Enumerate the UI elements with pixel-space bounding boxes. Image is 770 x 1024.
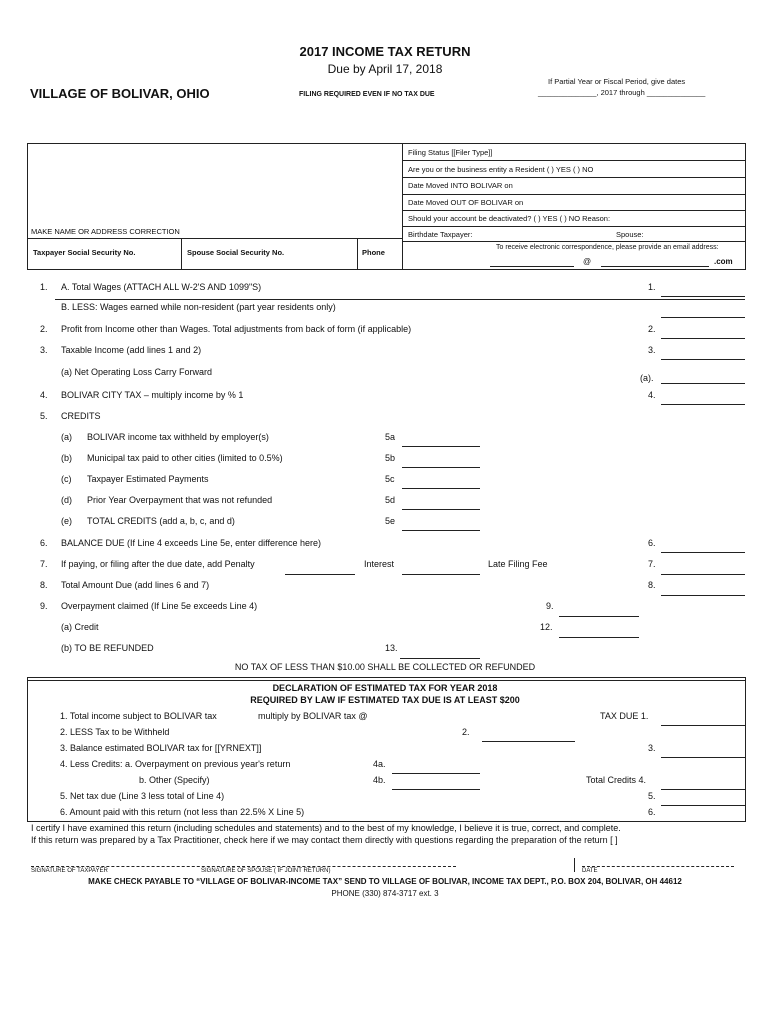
decl-line-4b-input[interactable] — [392, 789, 480, 790]
decl-line-3-input[interactable] — [661, 757, 745, 758]
decl-line-1-label: 1. Total income subject to BOLIVAR tax — [60, 711, 217, 721]
credit-d-label: Prior Year Overpayment that was not refunded — [87, 495, 273, 505]
decl-multiply-label: multiply by BOLIVAR tax @ — [258, 711, 368, 721]
decl-line-5-ref: 5. — [648, 791, 656, 801]
line-1b-label: B. LESS: Wages earned while non-resident (part year residents only) — [61, 302, 336, 312]
date-moved-in-field[interactable]: Date Moved INTO BOLIVAR on — [408, 181, 513, 190]
decl-line-4b-label: b. Other (Specify) — [139, 775, 210, 785]
date-label: DATE — [582, 868, 598, 874]
line-1a-label: A. Total Wages (ATTACH ALL W-2'S AND 1099"S) — [61, 282, 262, 292]
credit-c-letter: (c) — [61, 474, 72, 484]
email-com: .com — [714, 257, 733, 266]
credit-b-ref: 5b — [385, 453, 396, 463]
birthdate-taxpayer-field[interactable]: Birthdate Taxpayer: — [408, 230, 473, 239]
credit-a-label: BOLIVAR income tax withheld by employer(s) — [87, 432, 269, 442]
line-5-number: 5. — [40, 411, 48, 421]
contact-phone: PHONE (330) 874-3717 ext. 3 — [331, 889, 439, 898]
line-4-ref: 4. — [648, 390, 656, 400]
email-at-sign: @ — [583, 257, 592, 266]
decl-line-3-ref: 3. — [648, 743, 656, 753]
line-3a-input[interactable] — [661, 383, 745, 384]
line-2-label: Profit from Income other than Wages. Total adjustments from back of form (if applicable) — [61, 324, 412, 334]
interest-label: Interest — [364, 559, 395, 569]
date-moved-out-field[interactable]: Date Moved OUT OF BOLIVAR on — [408, 198, 524, 207]
deactivate-question[interactable]: Should your account be deactivated? ( ) YES ( ) NO Reason: — [408, 214, 611, 223]
email-user-field[interactable] — [490, 266, 574, 267]
line-6-input[interactable] — [661, 552, 745, 553]
credit-b-input[interactable] — [402, 467, 480, 468]
line-1-input[interactable] — [661, 296, 745, 297]
birthdate-spouse-field[interactable]: Spouse: — [616, 230, 644, 239]
line-1-number: 1. — [40, 282, 48, 292]
line-7-number: 7. — [40, 559, 48, 569]
declaration-title-2: REQUIRED BY LAW IF ESTIMATED TAX DUE IS AT LEAST $200 — [250, 695, 520, 705]
line-3a-ref: (a). — [640, 373, 654, 383]
partial-year-note: If Partial Year or Fiscal Period, give dates — [548, 77, 686, 86]
form-title: 2017 INCOME TAX RETURN — [299, 44, 471, 59]
line-7-label: If paying, or filing after the due date, add Penalty — [61, 559, 255, 569]
spouse-ssn-label: Spouse Social Security No. — [187, 248, 285, 257]
line-5-label: CREDITS — [61, 411, 101, 421]
partial-year-dates[interactable]: ______________, 2017 through ______________ — [538, 88, 706, 97]
credit-d-input[interactable] — [402, 509, 480, 510]
line-3a-label: (a) Net Operating Loss Carry Forward — [61, 367, 213, 377]
decl-line-5-input[interactable] — [661, 805, 745, 806]
line-7-ref: 7. — [648, 559, 656, 569]
line-13-input[interactable] — [400, 658, 480, 659]
line-8-number: 8. — [40, 580, 48, 590]
line-6-label: BALANCE DUE (If Line 4 exceeds Line 5e, enter difference here) — [61, 538, 321, 548]
village-name: VILLAGE OF BOLIVAR, OHIO — [30, 86, 210, 101]
decl-line-1-input[interactable] — [661, 725, 745, 726]
credit-e-input[interactable] — [402, 530, 480, 531]
credit-c-input[interactable] — [402, 488, 480, 489]
line-4-input[interactable] — [661, 404, 745, 405]
taxpayer-signature-label: SIGNATURE OF TAXPAYER — [31, 868, 108, 874]
email-note: To receive electronic correspondence, please provide an email address: — [496, 244, 719, 251]
line-6-ref: 6. — [648, 538, 656, 548]
decl-line-4a-ref: 4a. — [373, 759, 386, 769]
credit-a-input[interactable] — [402, 446, 480, 447]
filing-status-field[interactable]: Filing Status [[Filer Type]] — [408, 148, 493, 157]
decl-tax-due-ref: TAX DUE 1. — [600, 711, 649, 721]
line-6-number: 6. — [40, 538, 48, 548]
no-tax-note: NO TAX OF LESS THAN $10.00 SHALL BE COLLECTED OR REFUNDED — [234, 662, 536, 672]
practitioner-consent-text[interactable]: If this return was prepared by a Tax Practitioner, check here if we may contact them directly with questions regarding the preparation of the return [ ] — [31, 835, 618, 845]
penalty-input[interactable] — [285, 574, 355, 575]
credit-a-ref: 5a — [385, 432, 396, 442]
credit-e-ref: 5e — [385, 516, 396, 526]
decl-line-2-label: 2. LESS Tax to be Withheld — [60, 727, 170, 737]
line-3-input[interactable] — [661, 359, 745, 360]
late-fee-label: Late Filing Fee — [488, 559, 548, 569]
line-9-ref: 9. — [546, 601, 554, 611]
line-7-input[interactable] — [661, 574, 745, 575]
credit-e-label: TOTAL CREDITS (add a, b, c, and d) — [87, 516, 235, 526]
line-13-ref: 13. — [385, 643, 398, 653]
credit-d-letter: (d) — [61, 495, 72, 505]
date-line[interactable] — [582, 866, 734, 867]
line-4-label: BOLIVAR CITY TAX – multiply income by % 1 — [61, 390, 244, 400]
line-1b-input[interactable] — [661, 317, 745, 318]
filing-required-note: FILING REQUIRED EVEN IF NO TAX DUE — [299, 91, 435, 98]
line-12-input[interactable] — [559, 637, 639, 638]
decl-line-6-label: 6. Amount paid with this return (not less than 22.5% X Line 5) — [60, 807, 305, 817]
credit-b-letter: (b) — [61, 453, 72, 463]
line-3-ref: 3. — [648, 345, 656, 355]
credit-c-label: Taxpayer Estimated Payments — [87, 474, 209, 484]
decl-line-4-input[interactable] — [661, 789, 745, 790]
declaration-title-1: DECLARATION OF ESTIMATED TAX FOR YEAR 2018 — [272, 683, 498, 693]
spouse-signature-label: SIGNATURE OF SPOUSE ( IF JOINT RETURN) — [201, 868, 331, 874]
line-1-ref: 1. — [648, 282, 656, 292]
credit-e-letter: (e) — [61, 516, 72, 526]
make-check-payable: MAKE CHECK PAYABLE TO “VILLAGE OF BOLIVAR-INCOME TAX” SEND TO VILLAGE OF BOLIVAR, INCOME TAX DEPT., P.O. BOX 204, BOLIVAR, OH 44612 — [88, 877, 682, 886]
credit-d-ref: 5d — [385, 495, 396, 505]
line-2-input[interactable] — [661, 338, 745, 339]
line-8-label: Total Amount Due (add lines 6 and 7) — [61, 580, 210, 590]
line-9b-label: (b) TO BE REFUNDED — [61, 643, 154, 653]
interest-input[interactable] — [402, 574, 480, 575]
line-12-ref: 12. — [540, 622, 553, 632]
make-name-correction-label: MAKE NAME OR ADDRESS CORRECTION — [31, 227, 180, 236]
decl-line-4a-input[interactable] — [392, 773, 480, 774]
line-8-ref: 8. — [648, 580, 656, 590]
line-8-input[interactable] — [661, 595, 745, 596]
line-9-label: Overpayment claimed (If Line 5e exceeds Line 4) — [61, 601, 258, 611]
line-9a-label: (a) Credit — [61, 622, 99, 632]
taxpayer-ssn-label: Taxpayer Social Security No. — [33, 248, 136, 257]
line-9-number: 9. — [40, 601, 48, 611]
line-2-number: 2. — [40, 324, 48, 334]
decl-line-3-label: 3. Balance estimated BOLIVAR tax for [[YRNEXT]] — [60, 743, 262, 753]
credit-a-letter: (a) — [61, 432, 72, 442]
due-date: Due by April 17, 2018 — [327, 62, 443, 76]
phone-label: Phone — [362, 248, 385, 257]
decl-line-2-ref: 2. — [462, 727, 470, 737]
credit-c-ref: 5c — [385, 474, 395, 484]
line-2-ref: 2. — [648, 324, 656, 334]
line-3-label: Taxable Income (add lines 1 and 2) — [61, 345, 202, 355]
certification-text: I certify I have examined this return (including schedules and statements) and to the best of my knowledge, I believe it is true, correct, and complete. — [31, 823, 621, 833]
decl-line-2-input[interactable] — [482, 741, 575, 742]
line-4-number: 4. — [40, 390, 48, 400]
decl-line-6-ref: 6. — [648, 807, 656, 817]
decl-total-credits-ref: Total Credits 4. — [586, 775, 647, 785]
decl-line-4b-ref: 4b. — [373, 775, 386, 785]
line-9-input[interactable] — [559, 616, 639, 617]
line-3-number: 3. — [40, 345, 48, 355]
credit-b-label: Municipal tax paid to other cities (limited to 0.5%) — [87, 453, 283, 463]
decl-line-5-label: 5. Net tax due (Line 3 less total of Line 4) — [60, 791, 225, 801]
email-domain-field[interactable] — [601, 266, 709, 267]
signature-line[interactable] — [31, 866, 456, 867]
decl-line-4a-label: 4. Less Credits: a. Overpayment on previous year's return — [60, 759, 291, 769]
resident-question[interactable]: Are you or the business entity a Resident ( ) YES ( ) NO — [408, 165, 594, 174]
